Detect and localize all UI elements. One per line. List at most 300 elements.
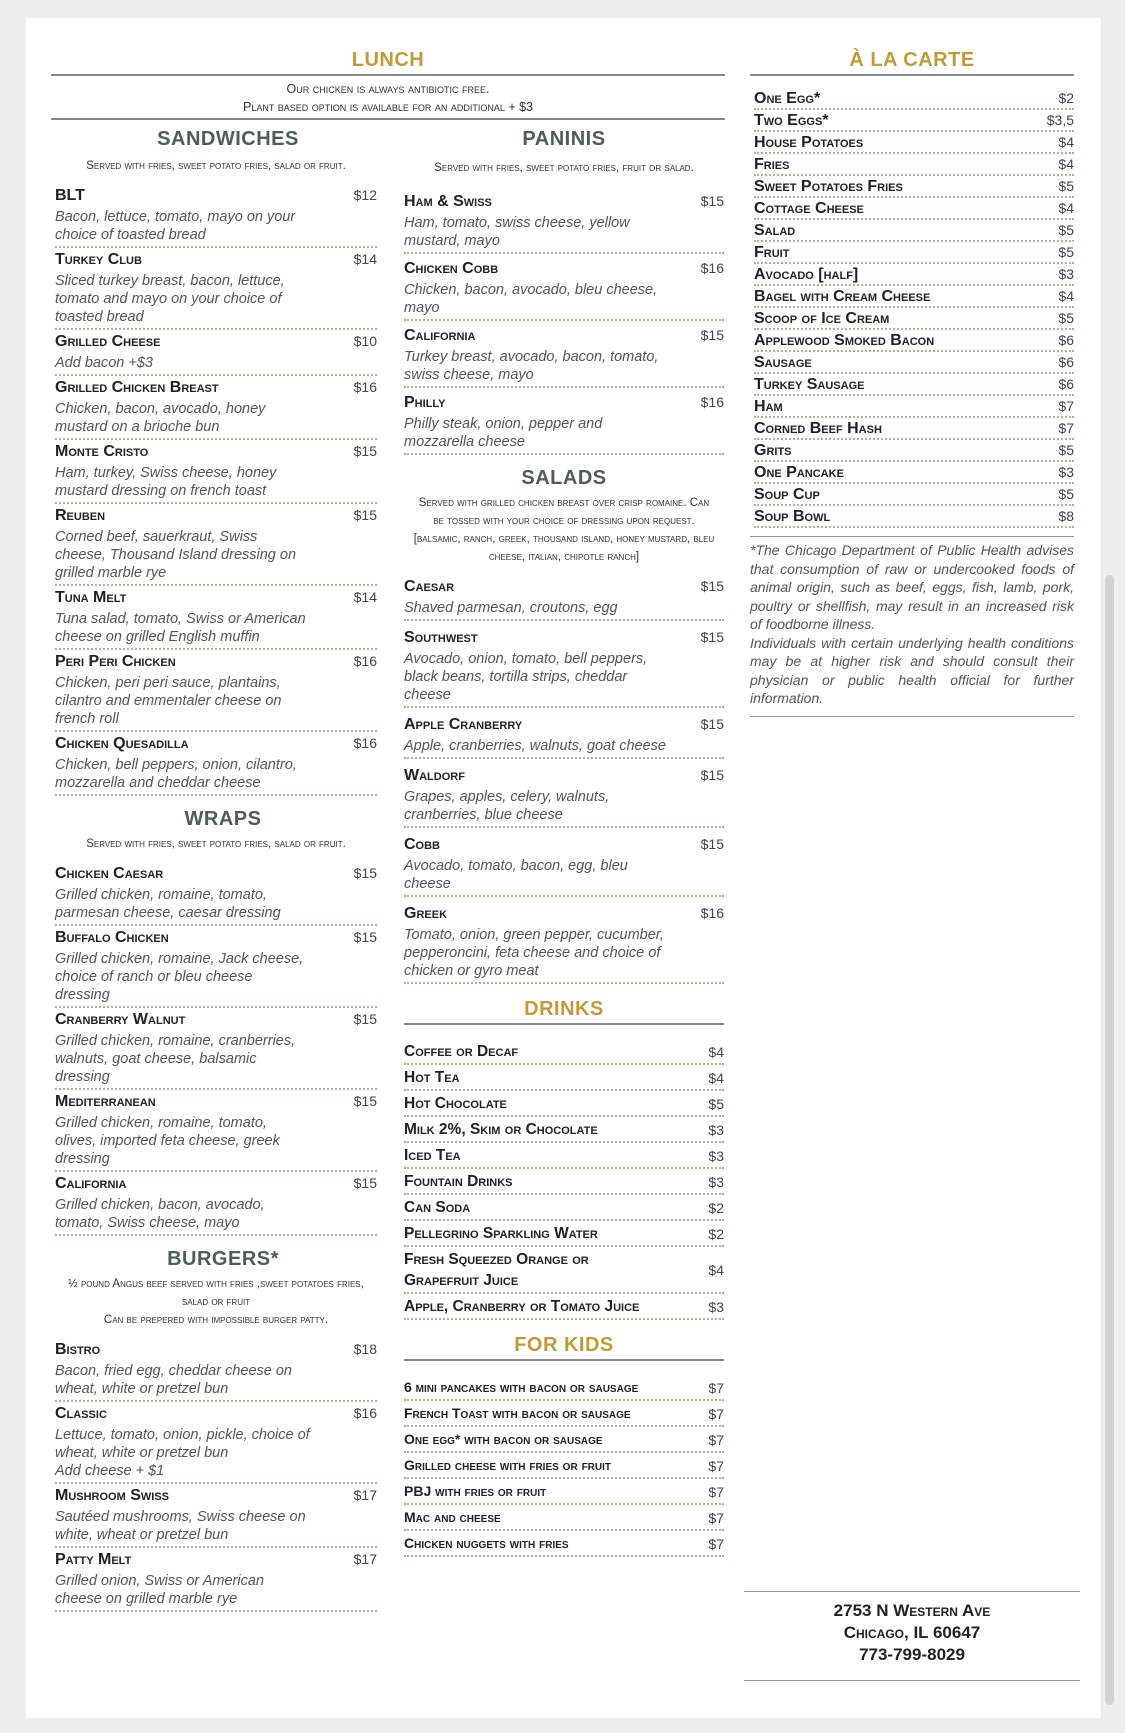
sandwich-item bbox=[55, 589, 377, 650]
paninis-list bbox=[404, 187, 724, 455]
item-price: $6 bbox=[1058, 332, 1074, 348]
item-description: Apple, cranberries, walnuts, goat cheese bbox=[404, 738, 666, 754]
item-name: Iced Tea bbox=[404, 1147, 461, 1164]
item-row bbox=[754, 420, 1074, 438]
item-row bbox=[754, 178, 1074, 196]
drinks-title: DRINKS bbox=[524, 998, 604, 1020]
burger-item bbox=[55, 1341, 377, 1402]
sandwich-item bbox=[55, 507, 377, 586]
salad-item bbox=[404, 765, 724, 828]
item-price: $3 bbox=[708, 1147, 724, 1164]
item-price: $3 bbox=[708, 1121, 724, 1138]
address-block bbox=[744, 1591, 1080, 1681]
item-row bbox=[404, 1093, 724, 1114]
item-price: $4 bbox=[1058, 134, 1074, 150]
item-name: Monte Cristo bbox=[55, 443, 149, 460]
item-name: Chicken Caesar bbox=[55, 865, 164, 882]
item-name: Fresh Squeezed Orange or Grapefruit Juice bbox=[404, 1251, 589, 1289]
item-row bbox=[404, 1296, 724, 1317]
address-street: 2753 N Western Ave bbox=[833, 1601, 991, 1620]
item-name: Two Eggs* bbox=[754, 112, 829, 129]
salads-title: SALADS bbox=[521, 467, 607, 489]
scrollbar[interactable] bbox=[1105, 575, 1114, 1705]
item-name: Tuna Melt bbox=[55, 589, 127, 606]
item-price: $16 bbox=[700, 260, 724, 276]
item-price: $4 bbox=[708, 1069, 724, 1086]
alacarte-item bbox=[754, 330, 1074, 352]
item-row bbox=[55, 1093, 377, 1111]
item-price: $3 bbox=[1058, 266, 1074, 282]
item-description: Avocado, tomato, bacon, egg, bleu cheese bbox=[404, 858, 628, 892]
alacarte-item bbox=[754, 286, 1074, 308]
item-price: $14 bbox=[353, 589, 377, 605]
item-row bbox=[404, 629, 724, 647]
kids-item bbox=[404, 1401, 724, 1427]
item-name: PBJ with fries or fruit bbox=[404, 1483, 547, 1499]
health-disclaimer bbox=[750, 541, 1074, 708]
sandwich-item bbox=[55, 653, 377, 732]
item-row bbox=[404, 1481, 724, 1502]
item-row bbox=[55, 333, 377, 351]
item-price: $10 bbox=[353, 333, 377, 349]
item-name: Corned Beef Hash bbox=[754, 420, 882, 437]
sandwich-item bbox=[55, 443, 377, 504]
item-name: Cranberry Walnut bbox=[55, 1011, 186, 1028]
item-description: Sliced turkey breast, bacon, lettuce, tomato and mayo on your choice of toasted bread bbox=[55, 273, 285, 325]
wrap-item bbox=[55, 865, 377, 926]
salad-item bbox=[404, 714, 724, 759]
item-name: BLT bbox=[55, 187, 85, 204]
drink-item bbox=[404, 1143, 724, 1169]
item-price: $4 bbox=[708, 1043, 724, 1060]
kids-item bbox=[404, 1505, 724, 1531]
item-description: Avocado, onion, tomato, bell peppers, black beans, tortilla strips, cheddar cheese bbox=[404, 651, 648, 703]
item-row bbox=[404, 1249, 724, 1291]
item-row bbox=[754, 332, 1074, 350]
item-name: Mushroom Swiss bbox=[55, 1487, 170, 1504]
item-price: $15 bbox=[353, 507, 377, 523]
item-price: $7 bbox=[1058, 420, 1074, 436]
item-name: Soup Bowl bbox=[754, 508, 831, 525]
item-row bbox=[754, 156, 1074, 174]
alacarte-list bbox=[750, 88, 1074, 528]
item-description: Grilled onion, Swiss or American cheese on grilled marble rye bbox=[55, 1573, 264, 1607]
item-row bbox=[404, 905, 724, 923]
item-price: $5 bbox=[1058, 442, 1074, 458]
drink-item bbox=[404, 1221, 724, 1247]
item-row bbox=[55, 1487, 377, 1505]
item-description: Turkey breast, avocado, bacon, tomato, swiss cheese, mayo bbox=[404, 349, 659, 383]
alacarte-item bbox=[754, 440, 1074, 462]
item-price: $7 bbox=[1058, 398, 1074, 414]
kids-item bbox=[404, 1375, 724, 1401]
item-price: $15 bbox=[700, 193, 724, 209]
salads-dressings: [balsamic, ranch, greek, thousand island, honey mustard, bleu cheese, italian, chipotle ranch] bbox=[413, 533, 715, 563]
item-description: Grapes, apples, celery, walnuts, cranberries, blue cheese bbox=[404, 789, 610, 823]
item-row bbox=[404, 1067, 724, 1088]
lunch-title: LUNCH bbox=[351, 49, 425, 71]
item-description: Chicken, peri peri sauce, plantains, cilantro and emmentaler cheese on french roll bbox=[55, 675, 282, 727]
item-price: $7 bbox=[708, 1457, 724, 1474]
item-description: Lettuce, tomato, onion, pickle, choice of wheat, white or pretzel bun bbox=[55, 1427, 310, 1461]
address-city: Chicago, IL 60647 bbox=[843, 1623, 981, 1642]
salads-list bbox=[404, 576, 724, 984]
item-row bbox=[404, 836, 724, 854]
item-row bbox=[404, 260, 724, 278]
item-name: Turkey Sausage bbox=[754, 376, 865, 393]
item-name: Buffalo Chicken bbox=[55, 929, 169, 946]
item-row bbox=[55, 865, 377, 883]
item-row bbox=[55, 589, 377, 607]
item-price: $15 bbox=[353, 1093, 377, 1109]
drink-item bbox=[404, 1117, 724, 1143]
item-name: Mediterranean bbox=[55, 1093, 156, 1110]
item-row bbox=[55, 1341, 377, 1359]
panini-item bbox=[404, 388, 724, 455]
item-description: Chicken, bacon, avocado, bleu cheese, mayo bbox=[404, 282, 658, 316]
kids-item bbox=[404, 1427, 724, 1453]
item-price: $15 bbox=[353, 929, 377, 945]
item-row bbox=[404, 1429, 724, 1450]
item-row bbox=[404, 767, 724, 785]
item-row bbox=[754, 398, 1074, 416]
item-name: Bagel with Cream Cheese bbox=[754, 288, 931, 305]
item-name: Hot Chocolate bbox=[404, 1095, 507, 1112]
item-description: Corned beef, sauerkraut, Swiss cheese, Thousand Island dressing on grilled marble rye bbox=[55, 529, 297, 581]
item-name: Cobb bbox=[404, 836, 440, 853]
item-row bbox=[754, 200, 1074, 218]
item-row bbox=[55, 735, 377, 753]
panini-item bbox=[404, 321, 724, 388]
item-description: Tomato, onion, green pepper, cucumber, pepperoncini, feta cheese and choice of chicken or gyro meat bbox=[404, 927, 664, 979]
burgers-note: ½ pound Angus beef served with fries ,sweet potatoes fries, salad or fruit bbox=[68, 1278, 364, 1308]
lunch-note-antibiotic: Our chicken is always antibiotic free. bbox=[286, 82, 490, 96]
item-price: $2 bbox=[708, 1199, 724, 1216]
item-description: Tuna salad, tomato, Swiss or American cheese on grilled English muffin bbox=[55, 611, 306, 645]
item-row bbox=[404, 1455, 724, 1476]
item-row bbox=[55, 929, 377, 947]
sandwiches-list bbox=[55, 187, 377, 796]
item-name: Mac and cheese bbox=[404, 1509, 501, 1525]
alacarte-item bbox=[754, 242, 1074, 264]
burger-item bbox=[55, 1551, 377, 1612]
item-name: 6 mini pancakes with bacon or sausage bbox=[404, 1379, 639, 1395]
item-row bbox=[754, 442, 1074, 460]
item-row bbox=[404, 578, 724, 596]
alacarte-item bbox=[754, 132, 1074, 154]
item-name: Salad bbox=[754, 222, 796, 239]
panini-item bbox=[404, 254, 724, 321]
phone-number[interactable]: 773-799-8029 bbox=[859, 1645, 965, 1664]
kids-title: FOR KIDS bbox=[514, 1334, 614, 1356]
item-price: $16 bbox=[353, 653, 377, 669]
item-price: $15 bbox=[700, 716, 724, 732]
item-description: Bacon, fried egg, cheddar cheese on wheat, white or pretzel bun bbox=[55, 1363, 292, 1397]
item-name: California bbox=[55, 1175, 127, 1192]
item-price: $7 bbox=[708, 1509, 724, 1526]
item-price: $8 bbox=[1058, 508, 1074, 524]
item-price: $4 bbox=[708, 1262, 724, 1278]
item-price: $6 bbox=[1058, 376, 1074, 392]
item-price: $16 bbox=[353, 1405, 377, 1421]
item-name: Bistro bbox=[55, 1341, 101, 1358]
wrap-item bbox=[55, 1175, 377, 1236]
salad-item bbox=[404, 903, 724, 984]
item-price: $16 bbox=[700, 905, 724, 921]
item-row bbox=[404, 1223, 724, 1244]
health-disclaimer-text: *The Chicago Department of Public Health advises that consumption of raw or undercooked foods of animal origin, such as beef, eggs, fish, lamb, pork, poultry or shellfish, may result in an increased risk of foodborne illness. bbox=[750, 542, 1074, 632]
item-price: $7 bbox=[708, 1379, 724, 1396]
item-price: $4 bbox=[1058, 200, 1074, 216]
item-name: Coffee or Decaf bbox=[404, 1043, 519, 1060]
item-price: $16 bbox=[353, 379, 377, 395]
item-price: $17 bbox=[353, 1487, 377, 1503]
alacarte-item bbox=[754, 110, 1074, 132]
item-description-extra: Add cheese + $1 bbox=[55, 1463, 165, 1479]
item-description: Chicken, bacon, avocado, honey mustard on a brioche bun bbox=[55, 401, 266, 435]
item-name: Cottage Cheese bbox=[754, 200, 864, 217]
burger-item bbox=[55, 1487, 377, 1548]
kids-item bbox=[404, 1453, 724, 1479]
item-row bbox=[55, 1011, 377, 1029]
drink-item bbox=[404, 1169, 724, 1195]
item-row bbox=[55, 1175, 377, 1193]
alacarte-item bbox=[754, 154, 1074, 176]
drink-item bbox=[404, 1039, 724, 1065]
item-price: $2 bbox=[708, 1225, 724, 1242]
item-row bbox=[55, 251, 377, 269]
item-price: $5 bbox=[1058, 310, 1074, 326]
item-description: Philly steak, onion, pepper and mozzarella cheese bbox=[404, 416, 603, 450]
item-name: Caesar bbox=[404, 578, 455, 595]
item-row bbox=[404, 1377, 724, 1398]
salads-note: Served with grilled chicken breast over crisp romaine. Can be tossed with your choice of dressing upon request. bbox=[418, 497, 710, 527]
alacarte-item bbox=[754, 176, 1074, 198]
drink-item bbox=[404, 1294, 724, 1320]
drinks-list bbox=[404, 1039, 724, 1320]
item-name: Waldorf bbox=[404, 767, 465, 784]
item-description: Grilled chicken, romaine, tomato, olives, imported feta cheese, greek dressing bbox=[55, 1115, 280, 1167]
item-name: Classic bbox=[55, 1405, 107, 1422]
item-price: $3 bbox=[708, 1298, 724, 1315]
item-row bbox=[404, 1507, 724, 1528]
sandwich-item bbox=[55, 251, 377, 330]
item-price: $5 bbox=[708, 1095, 724, 1112]
item-price: $15 bbox=[700, 578, 724, 594]
item-name: Chicken Quesadilla bbox=[55, 735, 189, 752]
alacarte-item bbox=[754, 352, 1074, 374]
item-price: $7 bbox=[708, 1405, 724, 1422]
item-row bbox=[404, 1145, 724, 1166]
item-description: Ham, turkey, Swiss cheese, honey mustard dressing on french toast bbox=[55, 465, 277, 499]
item-price: $12 bbox=[353, 187, 377, 203]
item-name: Soup Cup bbox=[754, 486, 820, 503]
item-row bbox=[55, 379, 377, 397]
kids-item bbox=[404, 1479, 724, 1505]
drink-item bbox=[404, 1065, 724, 1091]
item-row bbox=[754, 464, 1074, 482]
item-name: Grilled cheese with fries or fruit bbox=[404, 1457, 612, 1473]
item-row bbox=[55, 507, 377, 525]
item-price: $17 bbox=[353, 1551, 377, 1567]
item-row bbox=[754, 288, 1074, 306]
item-row bbox=[754, 134, 1074, 152]
alacarte-item bbox=[754, 198, 1074, 220]
item-name: One Pancake bbox=[754, 464, 844, 481]
burgers-list bbox=[55, 1341, 377, 1612]
item-price: $15 bbox=[700, 836, 724, 852]
item-row bbox=[404, 327, 724, 345]
wrap-item bbox=[55, 1093, 377, 1172]
item-name: French Toast with bacon or sausage bbox=[404, 1405, 631, 1421]
panini-item bbox=[404, 187, 724, 254]
item-name: Patty Melt bbox=[55, 1551, 132, 1568]
item-price: $15 bbox=[700, 327, 724, 343]
item-row bbox=[404, 716, 724, 734]
item-price: $14 bbox=[353, 251, 377, 267]
middle-column bbox=[404, 128, 724, 1557]
wraps-note: Served with fries, sweet potato fries, salad or fruit. bbox=[86, 838, 346, 850]
burgers-impossible-note: Can be prepered with impossible burger patty. bbox=[103, 1314, 329, 1326]
wrap-item bbox=[55, 929, 377, 1008]
item-price: $16 bbox=[700, 394, 724, 410]
item-row bbox=[754, 112, 1074, 130]
item-row bbox=[754, 508, 1074, 526]
salad-item bbox=[404, 834, 724, 897]
item-name: One Egg* bbox=[754, 90, 821, 107]
item-row bbox=[55, 187, 377, 205]
item-price: $4 bbox=[1058, 288, 1074, 304]
alacarte-item bbox=[754, 374, 1074, 396]
item-price: $5 bbox=[1058, 178, 1074, 194]
item-description: Grilled chicken, romaine, Jack cheese, choice of ranch or bleu cheese dressing bbox=[55, 951, 304, 1003]
item-row bbox=[404, 1197, 724, 1218]
item-row bbox=[754, 266, 1074, 284]
item-name: Apple Cranberry bbox=[404, 716, 523, 733]
alacarte-item bbox=[754, 308, 1074, 330]
item-row bbox=[754, 486, 1074, 504]
item-description: Grilled chicken, romaine, tomato, parmesan cheese, caesar dressing bbox=[55, 887, 281, 921]
sandwich-item bbox=[55, 379, 377, 440]
item-row bbox=[404, 1119, 724, 1140]
drink-item bbox=[404, 1195, 724, 1221]
item-price: $7 bbox=[708, 1483, 724, 1500]
item-price: $15 bbox=[353, 1011, 377, 1027]
item-name: Fruit bbox=[754, 244, 790, 261]
item-name: Milk 2%, Skim or Chocolate bbox=[404, 1121, 598, 1138]
item-row bbox=[55, 653, 377, 671]
paninis-note: Served with fries, sweet potato fries, fruit or salad. bbox=[434, 162, 694, 174]
item-name: Avocado [half] bbox=[754, 266, 859, 283]
drink-item bbox=[404, 1247, 724, 1294]
lunch-note-plant-based: Plant based option is available for an additional + $3 bbox=[242, 100, 534, 114]
item-price: $16 bbox=[353, 735, 377, 751]
item-price: $3,5 bbox=[1046, 112, 1074, 128]
item-row bbox=[404, 1041, 724, 1062]
burgers-title: BURGERS* bbox=[167, 1248, 279, 1270]
item-row bbox=[754, 222, 1074, 240]
alacarte-title: À LA CARTE bbox=[849, 49, 975, 71]
item-price: $15 bbox=[700, 629, 724, 645]
item-description: Ham, tomato, swiss cheese, yellow mustard, mayo bbox=[404, 215, 630, 249]
alacarte-item bbox=[754, 418, 1074, 440]
kids-item bbox=[404, 1531, 724, 1557]
item-name: Pellegrino Sparkling Water bbox=[404, 1225, 598, 1242]
wraps-title: WRAPS bbox=[184, 808, 262, 830]
item-name: House Potatoes bbox=[754, 134, 864, 151]
item-row bbox=[404, 394, 724, 412]
alacarte-item bbox=[754, 88, 1074, 110]
paninis-title: PANINIS bbox=[522, 128, 606, 150]
item-name: Apple, Cranberry or Tomato Juice bbox=[404, 1298, 640, 1315]
item-name: Scoop of Ice Cream bbox=[754, 310, 890, 327]
item-price: $7 bbox=[708, 1431, 724, 1448]
item-price: $5 bbox=[1058, 222, 1074, 238]
alacarte-item bbox=[754, 506, 1074, 528]
item-price: $7 bbox=[708, 1535, 724, 1552]
item-name: Chicken Cobb bbox=[404, 260, 499, 277]
wrap-item bbox=[55, 1011, 377, 1090]
item-price: $6 bbox=[1058, 354, 1074, 370]
sandwich-item bbox=[55, 333, 377, 376]
sandwich-item bbox=[55, 187, 377, 248]
item-name: Ham & Swiss bbox=[404, 193, 492, 210]
drink-item bbox=[404, 1091, 724, 1117]
item-description: Grilled chicken, romaine, cranberries, walnuts, goat cheese, balsamic dressing bbox=[55, 1033, 296, 1085]
item-row bbox=[754, 244, 1074, 262]
health-disclaimer-text-2: Individuals with certain underlying health conditions may be at higher risk and should consult their physician or public health official for further information. bbox=[750, 634, 1074, 706]
item-row bbox=[754, 310, 1074, 328]
item-name: Grilled Chicken Breast bbox=[55, 379, 219, 396]
item-name: Hot Tea bbox=[404, 1069, 460, 1086]
item-row bbox=[404, 193, 724, 211]
salad-item bbox=[404, 627, 724, 708]
right-column bbox=[750, 48, 1074, 717]
item-name: Fountain Drinks bbox=[404, 1173, 513, 1190]
item-name: Greek bbox=[404, 905, 448, 922]
item-name: Grits bbox=[754, 442, 792, 459]
item-name: Applewood Smoked Bacon bbox=[754, 332, 935, 349]
item-name: Turkey Club bbox=[55, 251, 142, 268]
alacarte-item bbox=[754, 462, 1074, 484]
item-name: Philly bbox=[404, 394, 446, 411]
item-name: Fries bbox=[754, 156, 790, 173]
item-row bbox=[404, 1171, 724, 1192]
item-price: $3 bbox=[708, 1173, 724, 1190]
item-price: $15 bbox=[353, 1175, 377, 1191]
item-description: Sautéed mushrooms, Swiss cheese on white, wheat or pretzel bun bbox=[55, 1509, 306, 1543]
item-name: Southwest bbox=[404, 629, 478, 646]
item-row bbox=[55, 443, 377, 461]
item-row bbox=[404, 1533, 724, 1554]
item-row bbox=[754, 376, 1074, 394]
item-name: Peri Peri Chicken bbox=[55, 653, 176, 670]
item-row bbox=[754, 90, 1074, 108]
item-price: $15 bbox=[353, 865, 377, 881]
item-row bbox=[55, 1551, 377, 1569]
salad-item bbox=[404, 576, 724, 621]
item-price: $5 bbox=[1058, 244, 1074, 260]
item-price: $15 bbox=[353, 443, 377, 459]
item-price: $3 bbox=[1058, 464, 1074, 480]
item-row bbox=[55, 1405, 377, 1423]
item-price: $18 bbox=[353, 1341, 377, 1357]
burger-item bbox=[55, 1405, 377, 1484]
item-row bbox=[754, 354, 1074, 372]
item-row bbox=[404, 1403, 724, 1424]
item-description: Add bacon +$3 bbox=[55, 355, 153, 371]
item-name: Sausage bbox=[754, 354, 812, 371]
